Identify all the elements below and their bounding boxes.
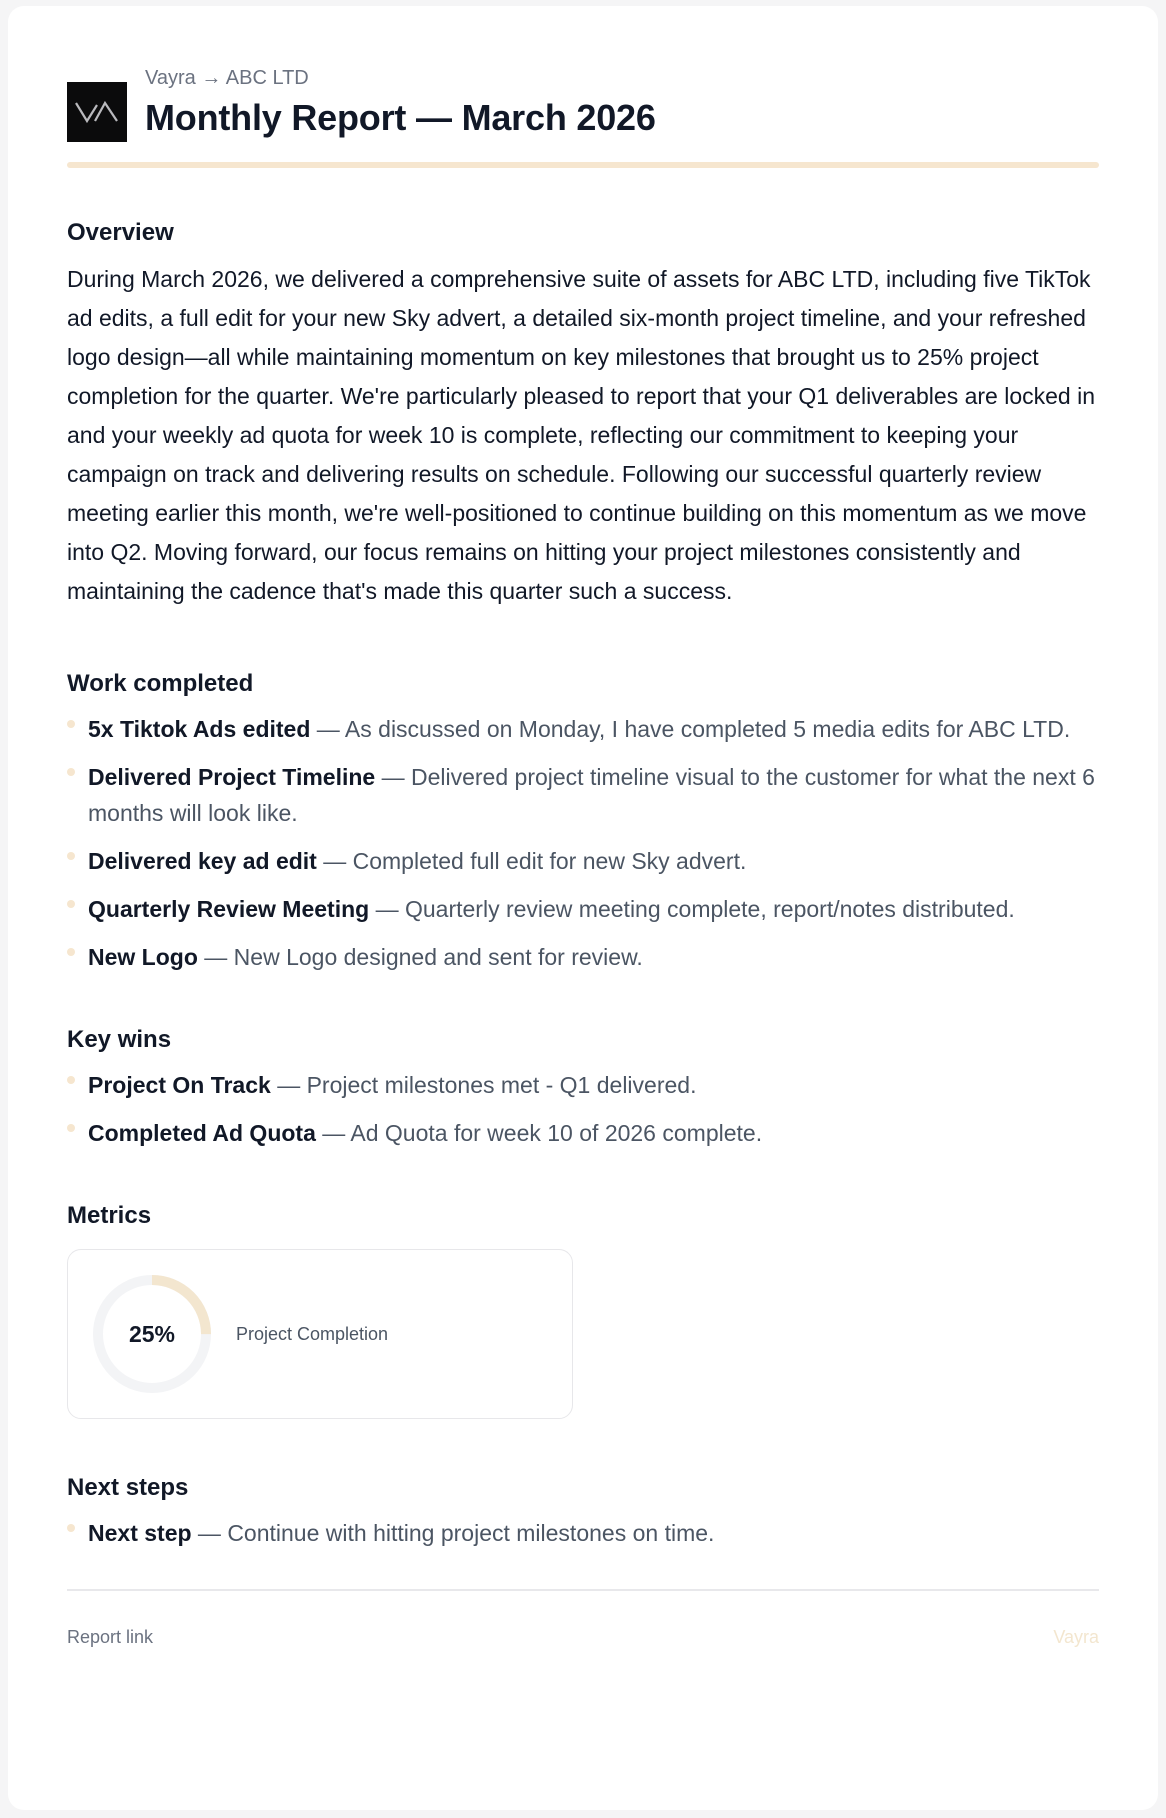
report-card <box>8 6 1158 1810</box>
item-description: — Ad Quota for week 10 of 2026 complete. <box>315 1120 763 1146</box>
progress-ring <box>92 1274 212 1394</box>
bullet-dot-icon <box>67 852 75 860</box>
item-title: Delivered Project Timeline <box>88 764 376 790</box>
report-content <box>67 66 1099 1648</box>
bullet-dot-icon <box>67 720 75 728</box>
footer-divider <box>67 1589 1099 1591</box>
item-description: — Continue with hitting project milestones on time. <box>191 1520 715 1546</box>
list-item <box>67 939 1099 975</box>
item-description: — As discussed on Monday, I have completed 5 media edits for ABC LTD. <box>310 716 1071 742</box>
list-item <box>67 759 1099 831</box>
item-description: — Quarterly review meeting complete, report/notes distributed. <box>369 896 1015 922</box>
bullet-dot-icon <box>67 948 75 956</box>
vayra-logo-icon <box>67 82 127 142</box>
work-completed-list <box>67 711 1099 975</box>
item-title: Completed Ad Quota <box>88 1120 316 1146</box>
next-steps-heading: Next steps <box>67 1474 189 1501</box>
list-item <box>67 843 1099 879</box>
overview-paragraph: During March 2026, we delivered a comprehensive suite of assets for ABC LTD, including five TikTok ad edits, a full edit for your new Sky advert, a detailed six-month project timeline, and your refreshed logo design—all while maintaining momentum on key milestones that brought us to 25% project completion for the quarter. We're particularly pleased to report that your Q1 deliverables are locked in and your weekly ad quota for week 10 is complete, reflecting our commitment to keeping your campaign on track and delivering results on schedule. Following our successful quarterly review meeting earlier this month, we're well-positioned to continue building on this momentum as we move into Q2. Moving forward, our focus remains on hitting your project milestones consistently and maintaining the cadence that's made this quarter such a success. <box>67 266 1096 604</box>
bullet-dot-icon <box>67 1076 75 1084</box>
metric-label: Project Completion <box>236 1323 389 1344</box>
breadcrumb: Vayra → ABC LTD <box>145 67 309 89</box>
list-item <box>67 891 1099 927</box>
header-accent-divider <box>67 162 1099 168</box>
bullet-dot-icon <box>67 768 75 776</box>
list-item <box>67 1115 1099 1151</box>
item-description: — Delivered project timeline visual to the customer for what the next 6 months will look like. <box>88 764 1095 826</box>
bullet-dot-icon <box>67 1524 75 1532</box>
item-title: Project On Track <box>88 1072 271 1098</box>
item-title: Next step <box>88 1520 192 1546</box>
metric-value: 25% <box>128 1320 176 1347</box>
bullet-dot-icon <box>67 900 75 908</box>
next-steps-list <box>67 1515 1099 1551</box>
bullet-dot-icon <box>67 1124 75 1132</box>
report-header <box>67 66 1099 142</box>
report-link[interactable]: Report link <box>67 1626 154 1647</box>
item-description: — Completed full edit for new Sky advert. <box>316 848 747 874</box>
work-completed-heading: Work completed <box>67 670 254 697</box>
item-title: New Logo <box>88 944 198 970</box>
item-description: — New Logo designed and sent for review. <box>197 944 643 970</box>
overview-heading: Overview <box>67 219 174 246</box>
list-item <box>67 711 1099 747</box>
item-title: Delivered key ad edit <box>88 848 317 874</box>
list-item <box>67 1067 1099 1103</box>
metrics-heading: Metrics <box>67 1202 152 1229</box>
key-wins-list <box>67 1067 1099 1151</box>
list-item <box>67 1515 1099 1551</box>
report-footer <box>67 1627 1099 1648</box>
item-description: — Project milestones met - Q1 delivered. <box>270 1072 697 1098</box>
page-title: Monthly Report — March 2026 <box>145 97 656 138</box>
metric-card <box>67 1249 573 1419</box>
item-title: Quarterly Review Meeting <box>88 896 370 922</box>
key-wins-heading: Key wins <box>67 1026 172 1053</box>
item-title: 5x Tiktok Ads edited <box>88 716 311 742</box>
footer-brand: Vayra <box>1053 1626 1099 1647</box>
